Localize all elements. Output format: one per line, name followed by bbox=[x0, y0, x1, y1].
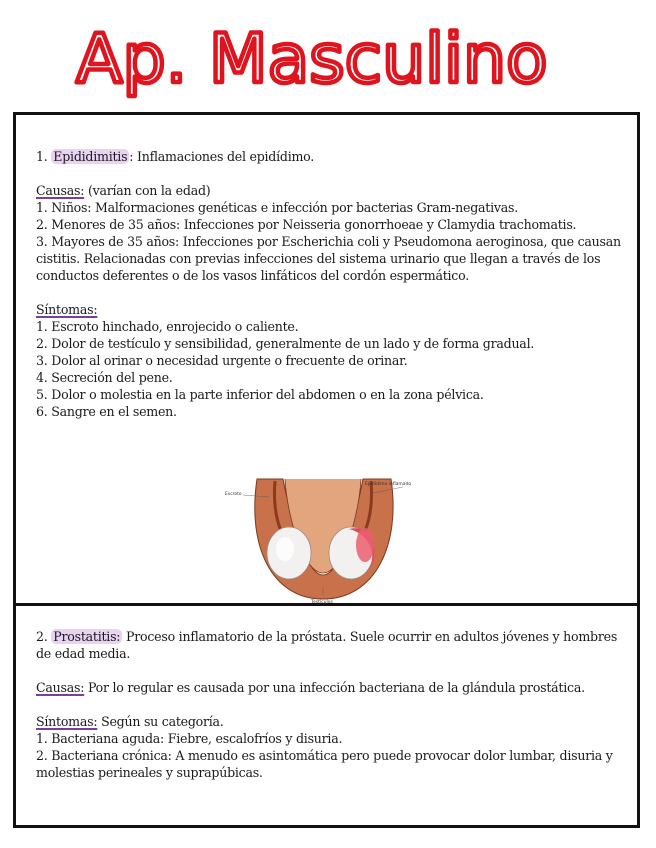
section-1-number: 1. bbox=[36, 149, 48, 164]
epididymitis-illustration bbox=[223, 475, 423, 605]
section-2-heading-line bbox=[36, 628, 623, 662]
section-epididimitis bbox=[13, 112, 640, 606]
page-title bbox=[70, 0, 590, 110]
section-1-definition: : Inflamaciones del epidídimo. bbox=[129, 149, 315, 164]
title-handwriting bbox=[70, 0, 590, 110]
cause-item: 3. Mayores de 35 años: Infecciones por Escherichia coli y Pseudomona aeroginosa, que causan cistitis. Relacionadas con previas infecciones del sistema urinario que llegan a través de los conductos deferentes o de los vasos linfáticos del cordón espermático. bbox=[36, 234, 621, 283]
cause-item: 1. Niños: Malformaciones genéticas e infección por bacterias Gram-negativas. bbox=[36, 200, 518, 215]
section-1-content bbox=[36, 148, 623, 420]
symptom-item: 6. Sangre en el semen. bbox=[36, 404, 177, 419]
section-2-number: 2. bbox=[36, 629, 48, 644]
symptoms-label: Síntomas: bbox=[36, 714, 98, 729]
symptom-item: 4. Secreción del pene. bbox=[36, 370, 173, 385]
causes-label: Causas: bbox=[36, 680, 85, 695]
symptom-item: 1. Bacteriana aguda: Fiebre, escalofríos y disuria. bbox=[36, 731, 343, 746]
section-1-heading: Epididimitis bbox=[53, 149, 128, 164]
symptom-item: 2. Dolor de testículo y sensibilidad, generalmente de un lado y de forma gradual. bbox=[36, 336, 535, 351]
section-1-causes-line bbox=[36, 182, 623, 199]
symptom-item: 2. Bacteriana crónica: A menudo es asintomática pero puede provocar dolor lumbar, disuria y molestias perineales y suprapúbicas. bbox=[36, 748, 613, 780]
section-2-heading: Prostatitis: bbox=[53, 629, 121, 644]
section-2-causes-line bbox=[36, 679, 623, 696]
causes-label: Causas: bbox=[36, 183, 85, 198]
title-text: Ap. Masculino bbox=[76, 20, 548, 99]
causes-text: Por lo regular es causada por una infección bacteriana de la glándula prostática. bbox=[84, 680, 585, 695]
section-2-symptoms-line bbox=[36, 713, 623, 730]
symptoms-intro: Según su categoría. bbox=[97, 714, 224, 729]
section-2-content bbox=[36, 628, 623, 781]
section-1-heading-line bbox=[36, 148, 623, 165]
label-testicles: Testículos bbox=[311, 600, 333, 605]
label-scrotum: Escroto bbox=[225, 492, 242, 497]
causes-intro: (varían con la edad) bbox=[84, 183, 211, 198]
label-inflamed-epididymis: Epidídimo inflamado bbox=[365, 482, 412, 487]
section-prostatitis bbox=[13, 603, 640, 828]
cause-item: 2. Menores de 35 años: Infecciones por Neisseria gonorrhoeae y Clamydia trachomatis. bbox=[36, 217, 577, 232]
symptom-item: 3. Dolor al orinar o necesidad urgente o frecuente de orinar. bbox=[36, 353, 408, 368]
symptom-item: 5. Dolor o molestia en la parte inferior del abdomen o en la zona pélvica. bbox=[36, 387, 484, 402]
section-1-symptoms-line bbox=[36, 301, 623, 318]
symptoms-label: Síntomas: bbox=[36, 302, 98, 317]
symptom-item: 1. Escroto hinchado, enrojecido o caliente. bbox=[36, 319, 299, 334]
section-2-definition: Proceso inflamatorio de la próstata. Suele ocurrir en adultos jóvenes y hombres de edad media. bbox=[36, 629, 618, 661]
